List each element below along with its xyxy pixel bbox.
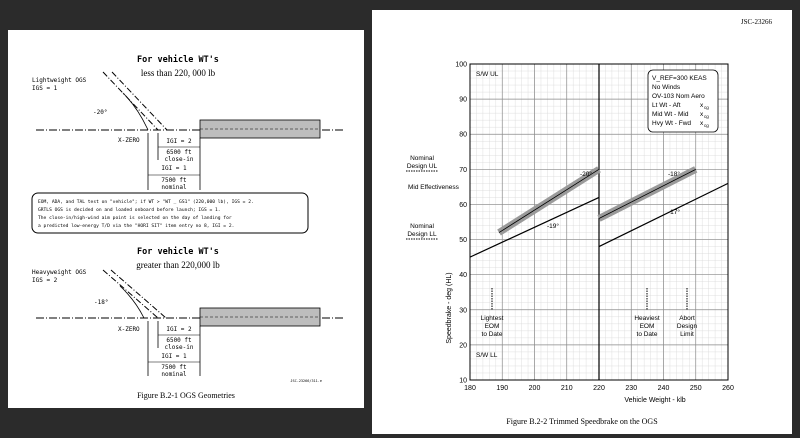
angle-label-19: -19° [547, 223, 559, 230]
svg-text:Limit: Limit [680, 331, 694, 338]
bottom-angle-label: -18° [94, 299, 109, 306]
svg-text:Lightest: Lightest [480, 315, 504, 322]
top-dist-nominal: 7500 ft [161, 177, 187, 184]
svg-text:V_REF=300 KEAS: V_REF=300 KEAS [652, 75, 707, 82]
bottom-close-in: close-in [164, 344, 194, 351]
y-axis-label: Speedbrake - deg (HL) [446, 272, 453, 344]
sw-ul-label: S/W UL [476, 71, 499, 78]
svg-text:Mid Wt - Mid: Mid Wt - Mid [652, 111, 689, 118]
svg-text:Design: Design [676, 323, 698, 330]
ogs-geometry-drawing [8, 30, 364, 408]
nominal-ul-label-1: Nominal [410, 155, 434, 162]
x-tick-label: 260 [722, 385, 734, 392]
x-tick-label: 220 [593, 385, 605, 392]
right-caption: Figure B.2-2 Trimmed Speedbrake on the OGS [506, 417, 658, 426]
bottom-xzero: X-ZERO [118, 326, 140, 333]
bottom-heading-1: For vehicle WT's [137, 247, 219, 257]
angle-label-20: -20° [580, 171, 592, 178]
bottom-igi1: IGI = 1 [161, 353, 187, 360]
svg-text:cg: cg [704, 123, 709, 128]
top-xzero: X-ZERO [118, 137, 140, 144]
top-close-in: close-in [164, 156, 194, 163]
bottom-dist-close: 6500 ft [166, 337, 192, 344]
top-heading-2: less than 220, 000 lb [140, 68, 216, 78]
bottom-glide-slope-2 [111, 270, 166, 318]
doc-id: JSC-23266 [740, 18, 772, 26]
lightest-eom-marker [481, 288, 504, 338]
svg-text:to Date: to Date [636, 331, 658, 338]
bottom-igi2: IGI = 2 [166, 326, 192, 333]
svg-text:EOM: EOM [639, 323, 655, 330]
x-tick-label: 190 [496, 385, 509, 392]
svg-text:EOM: EOM [484, 323, 500, 330]
x-tick-label: 210 [560, 385, 573, 392]
sw-ll-label: S/W LL [476, 352, 498, 359]
mid-effectiveness-label: Mid Effectiveness [408, 184, 459, 191]
top-ogs-label-1: Lightweight OGS [32, 77, 87, 84]
svg-text:cg: cg [704, 105, 709, 110]
svg-text:OV-103 Nom Aero: OV-103 Nom Aero [652, 93, 705, 100]
top-igi2: IGI = 2 [166, 138, 192, 145]
top-angle-label: -20° [93, 109, 108, 116]
bottom-dist-nominal: 7500 ft [161, 364, 187, 371]
top-angle-arc [123, 93, 148, 130]
top-heading-1: For vehicle WT's [137, 55, 219, 65]
y-tick-label: 30 [459, 307, 467, 315]
svg-text:cg: cg [704, 114, 709, 119]
x-tick-label: 200 [528, 385, 541, 392]
top-dist-close: 6500 ft [166, 149, 192, 156]
svg-text:No Winds: No Winds [652, 84, 681, 91]
svg-text:Lt Wt - Aft: Lt Wt - Aft [652, 102, 681, 109]
bottom-ogs-label-2: IGS = 2 [32, 277, 58, 284]
svg-text:Abort: Abort [679, 315, 695, 322]
svg-text:x: x [700, 102, 704, 109]
figure-b2-1-page [8, 30, 364, 408]
top-nominal: nominal [161, 184, 187, 191]
figure-b2-2-page [372, 10, 792, 434]
svg-text:x: x [700, 111, 704, 118]
y-tick-label: 50 [459, 237, 467, 245]
y-tick-label: 40 [459, 272, 467, 280]
bottom-nominal: nominal [161, 371, 187, 378]
y-tick-label: 10 [459, 377, 467, 385]
top-ogs-label-2: IGS = 1 [32, 85, 58, 92]
chart-legend [648, 70, 718, 132]
svg-text:to Date: to Date [481, 331, 503, 338]
series-line-2 [599, 169, 696, 218]
ref-code: JSC-23266/311.e [290, 379, 322, 383]
note-line-1: EOM, ADA, and TAL test on "vehicle"; if WT > "WT _ GS1" (220,000 lb), IGS = 2. [38, 200, 254, 205]
y-tick-label: 70 [459, 166, 467, 174]
nominal-ll-label-1: Nominal [410, 223, 434, 230]
bottom-ogs-label-1: Heavyweight OGS [32, 269, 87, 276]
y-tick-label: 100 [455, 61, 467, 69]
bottom-glide-slope [103, 270, 158, 318]
x-tick-label: 250 [689, 385, 702, 392]
y-tick-label: 80 [459, 131, 467, 139]
nominal-ul-label-2: Design UL [406, 163, 438, 170]
note-line-4: a predicted low-energy T/D via the "HORI SIT" item entry no 8, IGI = 2. [38, 224, 235, 229]
x-tick-label: 240 [657, 385, 670, 392]
speedbrake-chart [372, 10, 792, 434]
top-glide-slope-2 [112, 72, 167, 130]
abort-design-limit-marker [677, 288, 698, 338]
top-igi1: IGI = 1 [161, 165, 187, 172]
nominal-ll-label-2: Design LL [407, 231, 437, 238]
note-line-2: GRTLS OGS is decided on and loaded onboard before launch; IGS = 1. [38, 208, 221, 213]
y-tick-label: 20 [459, 342, 467, 350]
heaviest-eom-marker [634, 288, 659, 338]
bottom-heading-2: greater than 220,000 lb [136, 260, 220, 270]
x-tick-label: 230 [625, 385, 638, 392]
svg-text:x: x [700, 120, 704, 127]
angle-label-18: -18° [668, 171, 680, 178]
note-line-3: The close-in/high-wind aim point is selected on the day of landing for [38, 216, 232, 221]
x-axis-label: Vehicle Weight - klb [624, 397, 686, 404]
left-caption: Figure B.2-1 OGS Geometries [137, 391, 235, 400]
y-tick-label: 90 [459, 96, 467, 104]
svg-text:Heaviest: Heaviest [634, 315, 660, 322]
y-tick-label: 60 [459, 201, 467, 209]
angle-label-17: -17° [668, 209, 680, 216]
x-tick-label: 180 [464, 385, 476, 392]
svg-text:Hvy Wt - Fwd: Hvy Wt - Fwd [652, 120, 691, 127]
